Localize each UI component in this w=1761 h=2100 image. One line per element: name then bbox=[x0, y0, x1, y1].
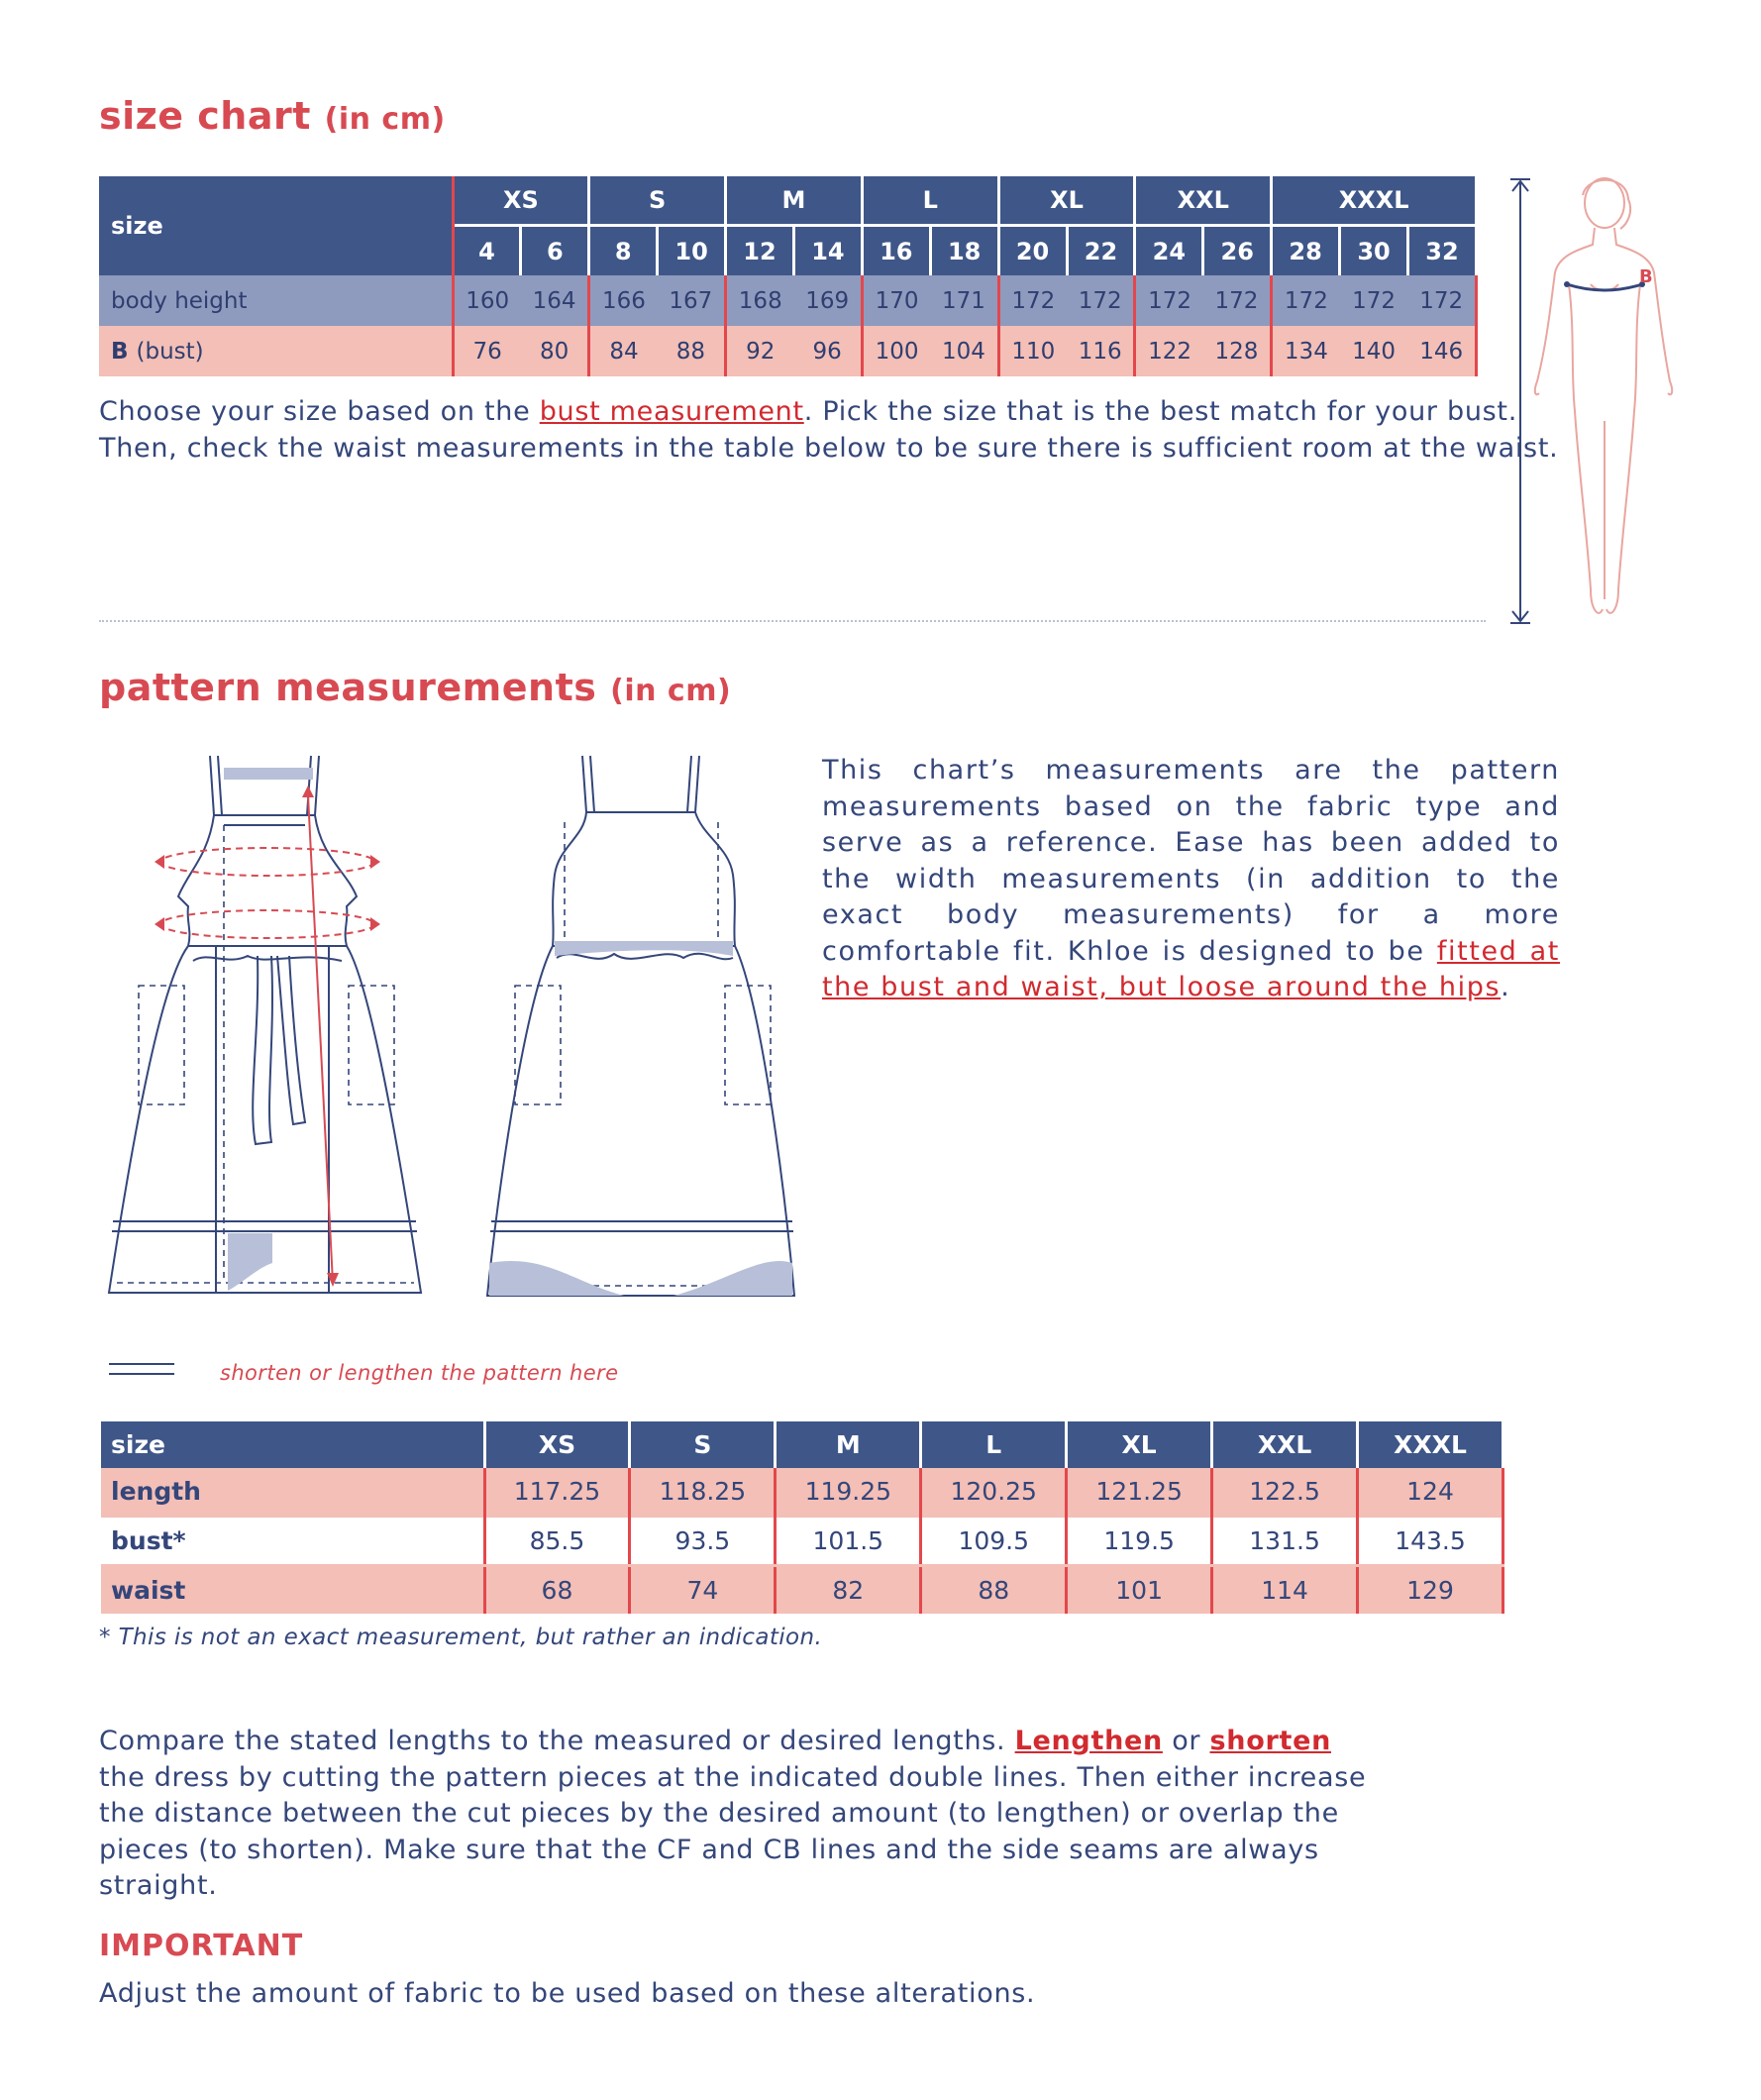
measurements-cell: 85.5 bbox=[484, 1517, 630, 1566]
measurements-cell: 143.5 bbox=[1358, 1517, 1503, 1566]
measurements-cell: 82 bbox=[776, 1566, 921, 1615]
measurements-header-row bbox=[101, 1421, 1503, 1468]
dress-front-illustration bbox=[99, 748, 436, 1308]
measurements-size-header: M bbox=[776, 1421, 921, 1468]
measurements-size-header: XXXL bbox=[1358, 1421, 1503, 1468]
bust-row-value: 84 bbox=[589, 326, 658, 376]
body-height-row-value: 164 bbox=[521, 275, 589, 326]
measurements-cell: 121.25 bbox=[1067, 1468, 1212, 1517]
size-number-header: 8 bbox=[589, 226, 658, 276]
measurements-size-header: L bbox=[921, 1421, 1067, 1468]
bust-row-value: 76 bbox=[453, 326, 521, 376]
section-divider bbox=[99, 620, 1486, 622]
body-height-row-value: 168 bbox=[726, 275, 794, 326]
measurements-body bbox=[101, 1421, 1503, 1614]
measurements-cell: 131.5 bbox=[1212, 1517, 1358, 1566]
pattern-description-text: This chart’s measurements are the pattern measurements based on the fabric type and serve as a reference. Ease has been added to the width measurements (in addition to the exact body measurements) for a more comfortable fit. Khloe is designed to be bbox=[822, 755, 1560, 967]
measurements-size-header: XS bbox=[484, 1421, 630, 1468]
body-height-row-value: 172 bbox=[1407, 275, 1476, 326]
size-choice-note bbox=[99, 394, 1559, 467]
body-figure-illustration bbox=[1496, 173, 1694, 629]
fitted-bust-waist-link[interactable]: fitted at the bust and waist, but loose around the hips bbox=[822, 935, 1560, 1002]
size-choice-line-2: Then, check the waist measurements in the table below to be sure there is sufficient room at the waist. bbox=[99, 432, 1559, 464]
dress-back-illustration bbox=[466, 748, 812, 1308]
shorten-link[interactable]: shorten bbox=[1209, 1726, 1332, 1756]
body-height-row bbox=[99, 275, 1477, 326]
compare-paragraph bbox=[99, 1724, 1372, 1905]
measurements-cell: 101.5 bbox=[776, 1517, 921, 1566]
pattern-description-end: . bbox=[1501, 972, 1511, 1002]
bust-row-value: 140 bbox=[1340, 326, 1408, 376]
size-chart-unit: (in cm) bbox=[324, 102, 446, 137]
measurements-row-label: waist bbox=[101, 1566, 484, 1615]
pattern-measurements-title bbox=[99, 666, 731, 709]
measurements-cell: 122.5 bbox=[1212, 1468, 1358, 1517]
size-number-header: 16 bbox=[862, 226, 930, 276]
size-chart-title-text: size chart bbox=[99, 94, 311, 138]
body-height-row-value: 172 bbox=[1203, 275, 1272, 326]
bust-row-value: 128 bbox=[1203, 326, 1272, 376]
double-line-legend-icon bbox=[109, 1359, 174, 1381]
measurements-row bbox=[101, 1566, 1503, 1615]
measurements-cell: 114 bbox=[1212, 1566, 1358, 1615]
measurements-row-label: length bbox=[101, 1468, 484, 1517]
measurements-cell: 68 bbox=[484, 1566, 630, 1615]
size-chart-table bbox=[99, 176, 1478, 376]
bust-row-value: 122 bbox=[1135, 326, 1203, 376]
pattern-description bbox=[822, 753, 1560, 1006]
compare-text-1: Compare the stated lengths to the measured or desired lengths. bbox=[99, 1726, 1015, 1756]
size-group-header: XS bbox=[453, 176, 589, 226]
measurement-footnote: * This is not an exact measurement, but rather an indication. bbox=[99, 1625, 823, 1650]
bust-row-value: 104 bbox=[930, 326, 998, 376]
body-height-row-value: 172 bbox=[1135, 275, 1203, 326]
size-row-label: size bbox=[99, 176, 453, 275]
size-number-header: 24 bbox=[1135, 226, 1203, 276]
size-number-header: 18 bbox=[930, 226, 998, 276]
body-height-row-value: 172 bbox=[1272, 275, 1340, 326]
bust-row-value: 80 bbox=[521, 326, 589, 376]
size-number-header: 12 bbox=[726, 226, 794, 276]
body-height-row-value: 169 bbox=[793, 275, 862, 326]
size-number-header: 6 bbox=[521, 226, 589, 276]
bust-row-value: 146 bbox=[1407, 326, 1476, 376]
note-text-2: . Pick the size that is the best match for your bust. bbox=[803, 396, 1517, 427]
measurements-row-label: bust* bbox=[101, 1517, 484, 1566]
measurements-row bbox=[101, 1468, 1503, 1517]
measurements-cell: 93.5 bbox=[630, 1517, 776, 1566]
bust-row-value: 96 bbox=[793, 326, 862, 376]
bust-row-value: 100 bbox=[862, 326, 930, 376]
bust-row bbox=[99, 326, 1477, 376]
size-group-header: L bbox=[862, 176, 998, 226]
size-group-row bbox=[99, 176, 1477, 226]
measurements-cell: 120.25 bbox=[921, 1468, 1067, 1517]
bust-measurement-link[interactable]: bust measurement bbox=[539, 396, 804, 427]
measurements-cell: 129 bbox=[1358, 1566, 1503, 1615]
pattern-title-text: pattern measurements bbox=[99, 666, 597, 709]
body-height-row-value: 172 bbox=[998, 275, 1067, 326]
measurements-cell: 117.25 bbox=[484, 1468, 630, 1517]
body-height-row-value: 171 bbox=[930, 275, 998, 326]
size-number-header: 20 bbox=[998, 226, 1067, 276]
measurements-size-header: S bbox=[630, 1421, 776, 1468]
size-number-header: 26 bbox=[1203, 226, 1272, 276]
body-height-row-value: 172 bbox=[1067, 275, 1135, 326]
measurements-row bbox=[101, 1517, 1503, 1566]
size-number-header: 30 bbox=[1340, 226, 1408, 276]
measurements-cell: 88 bbox=[921, 1566, 1067, 1615]
measurements-cell: 124 bbox=[1358, 1468, 1503, 1517]
important-text: Adjust the amount of fabric to be used based on these alterations. bbox=[99, 1978, 1036, 2009]
bust-row-value: 134 bbox=[1272, 326, 1340, 376]
bust-label-text: (bust) bbox=[136, 338, 204, 365]
size-number-header: 28 bbox=[1272, 226, 1340, 276]
size-number-header: 14 bbox=[793, 226, 862, 276]
bust-marker-label: B bbox=[1639, 266, 1653, 287]
size-group-header: XXXL bbox=[1272, 176, 1477, 226]
size-number-header: 10 bbox=[658, 226, 726, 276]
size-number-header: 4 bbox=[453, 226, 521, 276]
body-height-row-value: 160 bbox=[453, 275, 521, 326]
important-title: IMPORTANT bbox=[99, 1929, 304, 1963]
bust-row-value: 88 bbox=[658, 326, 726, 376]
legend-label: shorten or lengthen the pattern here bbox=[220, 1361, 619, 1385]
body-height-row-value: 166 bbox=[589, 275, 658, 326]
measurements-cell: 101 bbox=[1067, 1566, 1212, 1615]
lengthen-link[interactable]: Lengthen bbox=[1014, 1726, 1163, 1756]
size-group-header: S bbox=[589, 176, 726, 226]
body-height-label-text: body height bbox=[111, 287, 248, 314]
size-choice-line-1 bbox=[99, 394, 1517, 431]
body-height-row-value: 167 bbox=[658, 275, 726, 326]
size-group-header: XL bbox=[998, 176, 1135, 226]
bust-row-label bbox=[99, 326, 453, 376]
size-group-header: XXL bbox=[1135, 176, 1272, 226]
measurements-table bbox=[101, 1421, 1504, 1614]
measurements-cell: 74 bbox=[630, 1566, 776, 1615]
compare-or: or bbox=[1162, 1726, 1210, 1756]
measurements-size-header: XXL bbox=[1212, 1421, 1358, 1468]
measurements-cell: 109.5 bbox=[921, 1517, 1067, 1566]
size-number-header: 22 bbox=[1067, 226, 1135, 276]
size-group-header: M bbox=[726, 176, 863, 226]
measurements-cell: 118.25 bbox=[630, 1468, 776, 1517]
body-height-row-label bbox=[99, 275, 453, 326]
size-chart-title bbox=[99, 94, 446, 138]
note-text-1: Choose your size based on the bbox=[99, 396, 540, 427]
bust-row-value: 110 bbox=[998, 326, 1067, 376]
measurements-header-label: size bbox=[101, 1421, 484, 1468]
compare-text-2: the dress by cutting the pattern pieces at the indicated double lines. Then either increase the distance between the cut pieces by the desired amount (to lengthen) or overlap the pieces (to shorten). Make sure that the CF and CB lines and the side seams are always straight. bbox=[99, 1761, 1367, 1901]
pattern-title-unit: (in cm) bbox=[610, 674, 732, 708]
measurements-cell: 119.25 bbox=[776, 1468, 921, 1517]
bust-row-value: 92 bbox=[726, 326, 794, 376]
body-height-row-value: 172 bbox=[1340, 275, 1408, 326]
body-height-row-value: 170 bbox=[862, 275, 930, 326]
measurements-cell: 119.5 bbox=[1067, 1517, 1212, 1566]
bust-label-letter: B bbox=[111, 338, 129, 365]
size-chart-body bbox=[99, 176, 1477, 376]
measurements-size-header: XL bbox=[1067, 1421, 1212, 1468]
bust-row-value: 116 bbox=[1067, 326, 1135, 376]
size-number-header: 32 bbox=[1407, 226, 1476, 276]
